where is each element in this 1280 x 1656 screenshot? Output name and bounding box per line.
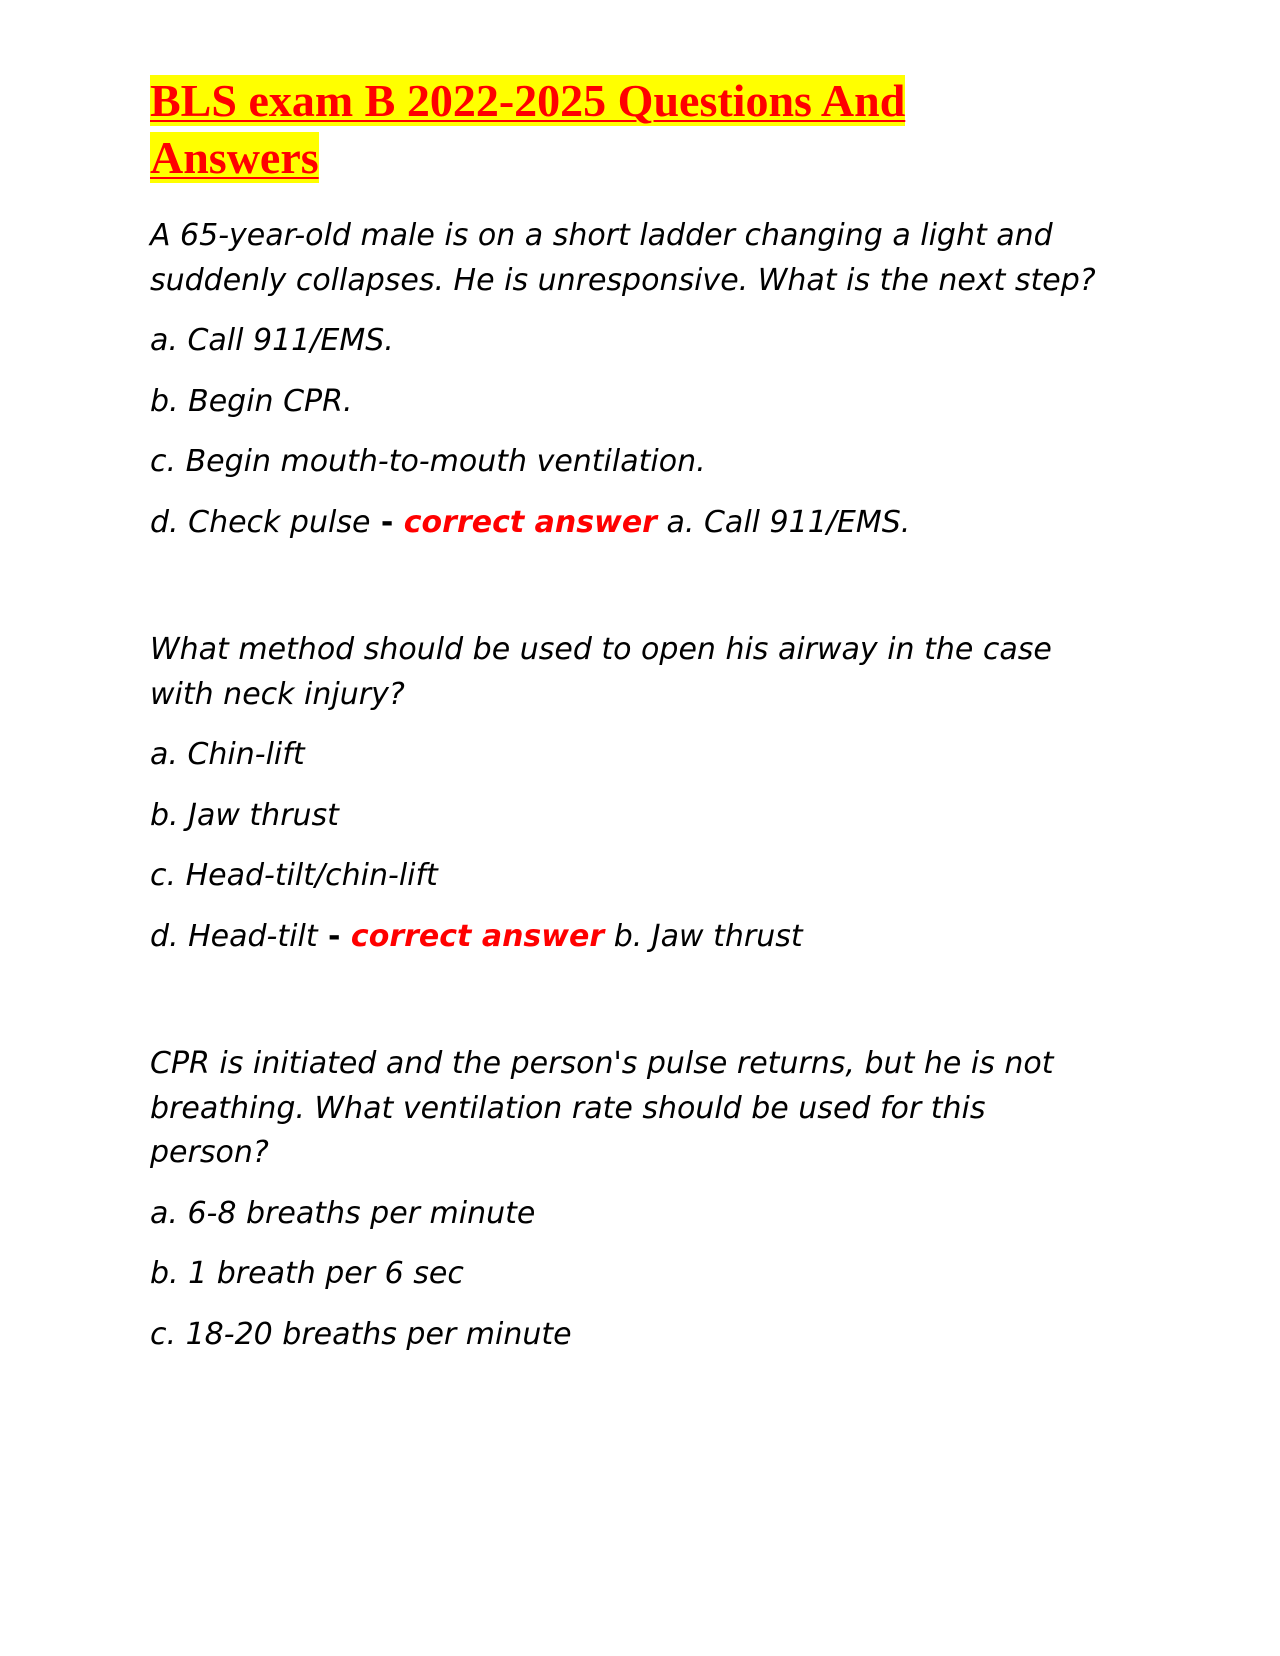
option-c: c. Begin mouth-to-mouth ventilation. [150,444,706,479]
option-a: a. Chin-lift [150,737,305,772]
answer-text: b. Jaw thrust [613,918,803,954]
correct-answer-label: correct answer [350,918,605,954]
option-a: a. 6-8 breaths per minute [150,1195,536,1231]
option-b: b. Jaw thrust [150,797,339,833]
question-3 [150,1042,1110,1357]
option-b: b. Begin CPR. [150,383,353,419]
question-1 [150,214,1110,545]
correct-answer-label: correct answer [403,504,657,540]
question-2 [150,628,1110,959]
document-title [150,72,1110,186]
option-c: c. Head-tilt/chin-lift [150,858,438,893]
answer-separator: - [370,504,404,540]
title-line-1: BLS exam B 2022-2025 Questions And [150,75,906,126]
option-d: d. Check pulse [150,504,371,540]
option-d-with-answer [150,915,1110,960]
option-d: d. Head-tilt [150,918,318,954]
question-text: A 65-year-old male is on a short ladder changing a light and suddenly collapses. He is unresponsive. What is the next step? [150,218,1096,298]
option-a: a. Call 911/EMS. [150,323,394,358]
document-page [150,72,1110,1357]
title-line-2: Answers [150,132,319,183]
option-b: b. 1 breath per 6 sec [150,1256,464,1291]
option-d-with-answer [150,501,1110,546]
question-text: CPR is initiated and the person's pulse returns, but he is not breathing. What ventilation rate should be used for this person? [150,1046,1054,1170]
answer-separator: - [317,918,351,954]
question-text: What method should be used to open his airway in the case with neck injury? [150,632,1052,712]
answer-text: a. Call 911/EMS. [666,504,911,540]
option-c: c. 18-20 breaths per minute [150,1316,572,1352]
